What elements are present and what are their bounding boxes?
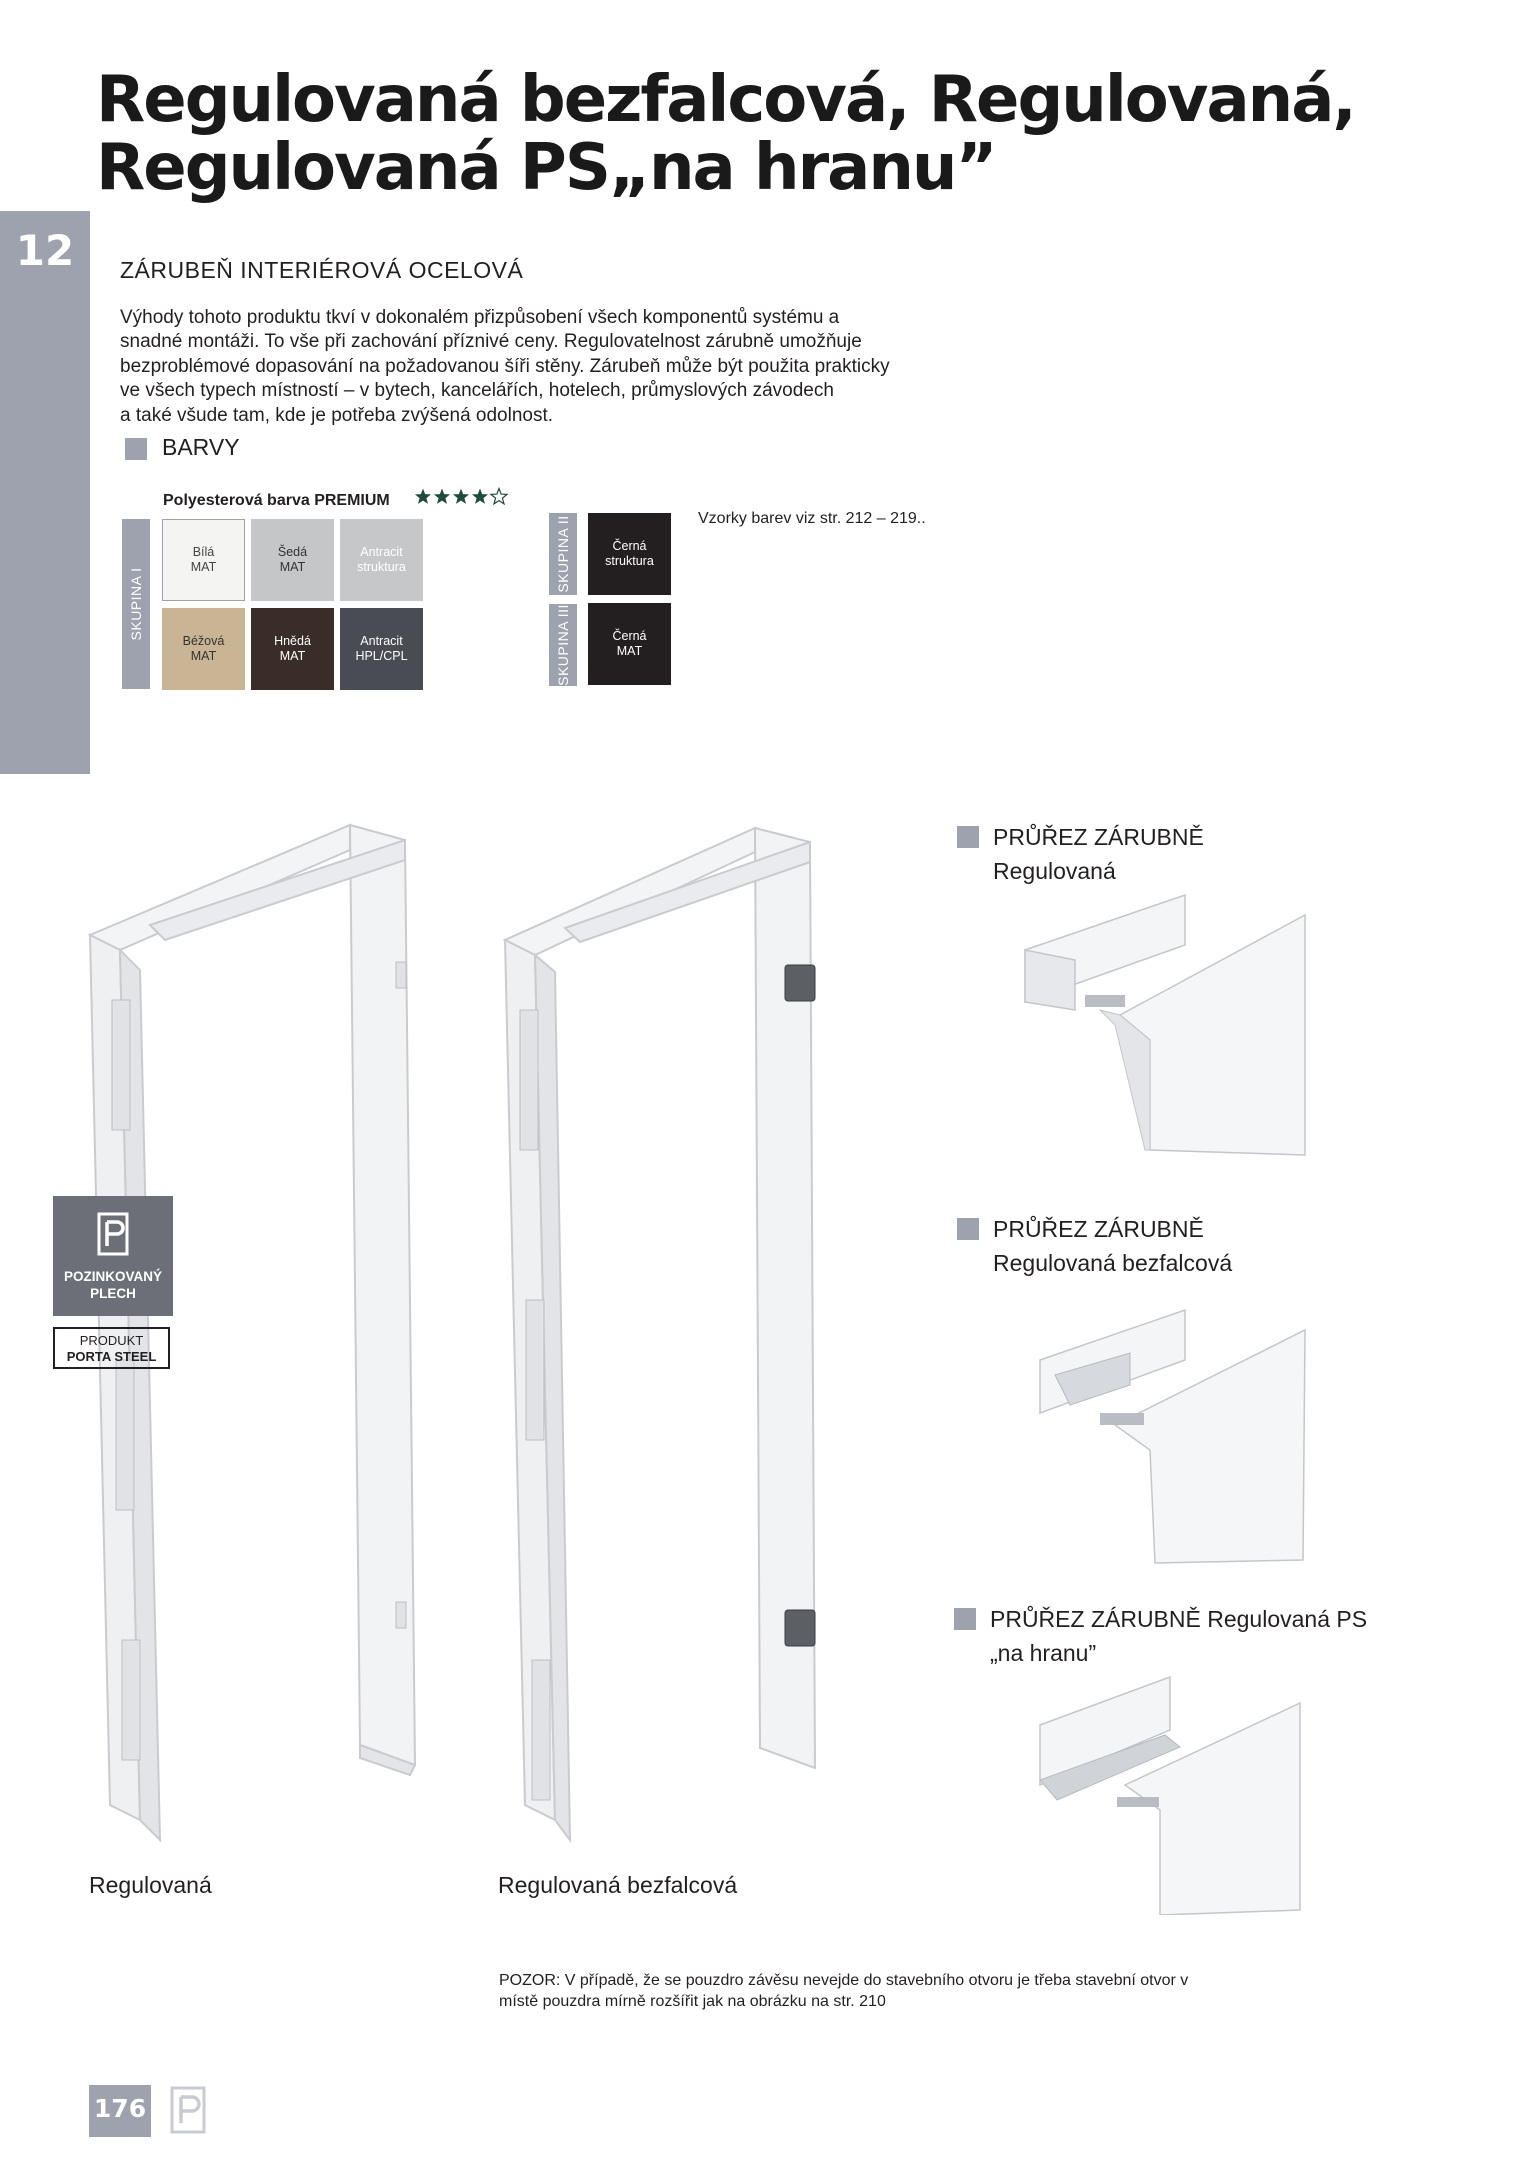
section-regulovana-caption: PRŮŘEZ ZÁRUBNĚ Regulovaná bbox=[993, 824, 1204, 884]
intro-paragraph bbox=[120, 306, 960, 428]
star-empty-icon bbox=[491, 489, 507, 504]
rating-stars bbox=[413, 487, 513, 512]
swatch-hneda-mat: Hnědá MAT bbox=[251, 608, 334, 690]
bullet-square bbox=[125, 438, 147, 460]
swatch-bezova-mat: Béžová MAT bbox=[162, 608, 245, 690]
porta-logo-icon bbox=[93, 1210, 133, 1258]
cross-section-ps-na-hranu-image bbox=[1035, 1675, 1305, 1915]
group-label-skupina-1: SKUPINA I bbox=[122, 519, 150, 689]
star-filled-icon bbox=[472, 489, 488, 504]
badge-pozinkovany-plech: POZINKOVANÝ PLECH bbox=[53, 1196, 173, 1316]
intro-line: Výhody tohoto produktu tkví v dokonalém přizpůsobení všech komponentů systému a bbox=[120, 307, 840, 328]
bullet-square bbox=[957, 826, 979, 848]
colors-heading: BARVY bbox=[162, 434, 240, 460]
cross-section-regulovana-image bbox=[1020, 890, 1320, 1165]
star-filled-icon bbox=[434, 489, 450, 504]
bullet-square bbox=[957, 1218, 979, 1240]
swatch-bila-mat: Bílá MAT bbox=[162, 519, 245, 601]
notice-text: POZOR: V případě, že se pouzdro závěsu nevejde do stavebního otvoru je třeba stavební otvor v místě pouzdra mírně rozšířit jak na obrázku na str. 210 bbox=[499, 1972, 1189, 2010]
group-label-skupina-2: SKUPINA II bbox=[549, 513, 577, 595]
page-title-line-2: Regulovaná PS„na hranu” bbox=[96, 131, 996, 205]
star-rating-icon bbox=[413, 487, 513, 507]
page-title-line-1: Regulovaná bezfalcová, Regulovaná, bbox=[96, 63, 1355, 137]
bullet-square bbox=[954, 1608, 976, 1630]
product-subheading: ZÁRUBEŇ INTERIÉROVÁ OCELOVÁ bbox=[120, 257, 524, 283]
swatch-cerna-struktura: Černá struktura bbox=[588, 513, 671, 595]
cross-section-bezfalcova-image bbox=[1035, 1305, 1310, 1565]
samples-note: Vzorky barev viz str. 212 – 219.. bbox=[698, 510, 926, 527]
swatch-antracit-hpl-cpl: Antracit HPL/CPL bbox=[340, 608, 423, 690]
section-tab bbox=[0, 211, 90, 774]
intro-line: bezproblémové dopasování na požadovanou šíři stěny. Zárubeň může být použita prakticky bbox=[120, 355, 890, 377]
page-number: 176 bbox=[93, 2094, 147, 2123]
intro-line: snadné montáži. To vše při zachování příznivé ceny. Regulovatelnost zárubně umožňuje bbox=[120, 331, 862, 353]
door-frame-bezfalcova-image bbox=[480, 800, 860, 1880]
swatch-antracit-struktura: Antracit struktura bbox=[340, 519, 423, 601]
porta-footer-logo-icon bbox=[168, 2086, 208, 2134]
swatch-seda-mat: Šedá MAT bbox=[251, 519, 334, 601]
section-ps-na-hranu-caption: PRŮŘEZ ZÁRUBNĚ Regulovaná PS „na hranu” bbox=[990, 1606, 1368, 1666]
group-label-skupina-3: SKUPINA III bbox=[549, 604, 577, 686]
caption-bezfalcova: Regulovaná bezfalcová bbox=[498, 1872, 738, 1898]
swatch-cerna-mat: Černá MAT bbox=[588, 603, 671, 685]
intro-line: ve všech typech místností – v bytech, kancelářích, hotelech, průmyslových závodech bbox=[120, 380, 834, 402]
premium-label: Polyesterová barva PREMIUM bbox=[163, 492, 390, 509]
intro-line: a také všude tam, kde je potřeba zvýšená odolnost. bbox=[120, 404, 554, 426]
section-number: 12 bbox=[15, 226, 75, 275]
star-filled-icon bbox=[415, 489, 431, 504]
section-bezfalcova-caption: PRŮŘEZ ZÁRUBNĚ Regulovaná bezfalcová bbox=[993, 1216, 1233, 1276]
caption-regulovana: Regulovaná bbox=[89, 1872, 212, 1898]
badge-produkt-porta-steel: PRODUKT PORTA STEEL bbox=[53, 1327, 170, 1369]
star-filled-icon bbox=[453, 489, 469, 504]
page-title bbox=[96, 63, 1396, 205]
